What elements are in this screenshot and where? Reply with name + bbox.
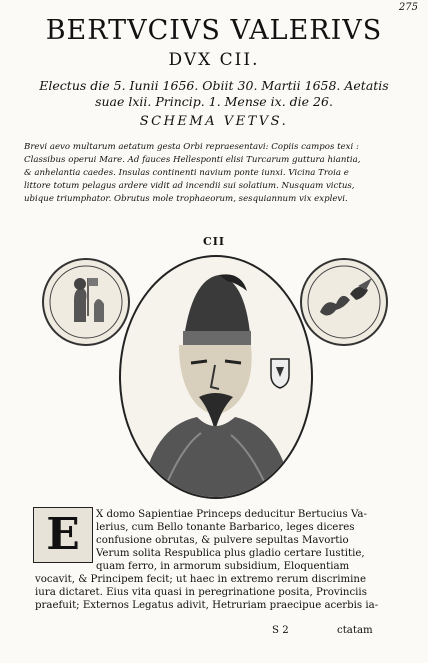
page-number: 275 [398,2,418,13]
decorated-initial: E [33,507,93,563]
italic-line: Brevi aevo multarum aetatum gesta Orbi repraesentavi: Copiis campos texi : [24,142,359,152]
left-medal-image [44,260,128,344]
italic-line: Classibus operui Mare. Ad fauces Hellesponti elisi Turcarum guttura hiantia, [24,155,361,165]
doge-number-subtitle: DVX CII. [168,50,260,70]
doge-name-title: BERTVCIVS VALERIVS [45,15,383,46]
italic-line: littore totum pelagus ardere vidit ad incendii sui solatium. Nusquam victus, [24,181,355,191]
election-line-2: suae lxii. Princip. 1. Mense ix. die 26. [95,94,333,109]
italic-line: ubique triumphator. Obrutus mole trophaeorum, sesquiannum vix explevi. [24,194,348,204]
body-line: praefuit; Externos Legatus adivit, Hetruriam praecipue acerbis ia- [35,600,379,611]
schema-heading: SCHEMA VETVS. [139,114,289,129]
body-line: quam ferro, in armorum subsidium, Eloquentiam [96,561,350,572]
body-line: iura dictaret. Eius vita quasi in peregrinatione posita, Provinciis [35,587,367,598]
body-line: Verum solita Respublica plus gladio certare Iustitie, [96,548,365,559]
right-medal [300,258,388,346]
catchword: ctatam [337,625,373,636]
right-medal-image [302,260,386,344]
election-line-1: Electus die 5. Iunii 1656. Obiit 30. Martii 1658. Aetatis [39,78,389,93]
body-line: X domo Sapientiae Princeps deducitur Bertucius Va- [96,509,367,520]
coat-of-arms-icon [269,357,291,389]
body-line: vocavit, & Principem fecit; ut haec in extremo rerum discrimine [35,574,366,585]
body-line: confusione obrutas, & pulvere sepultas Mavortio [96,535,349,546]
signature-mark: S 2 [272,625,289,636]
italic-line: & anhelantia caedes. Insulas continenti navium ponte iunxi. Vicina Troia e [24,168,349,178]
portrait-label: CII [202,235,226,248]
left-medal [42,258,130,346]
body-line: lerius, cum Bello tonante Barbarico, leges diceres [96,522,355,533]
